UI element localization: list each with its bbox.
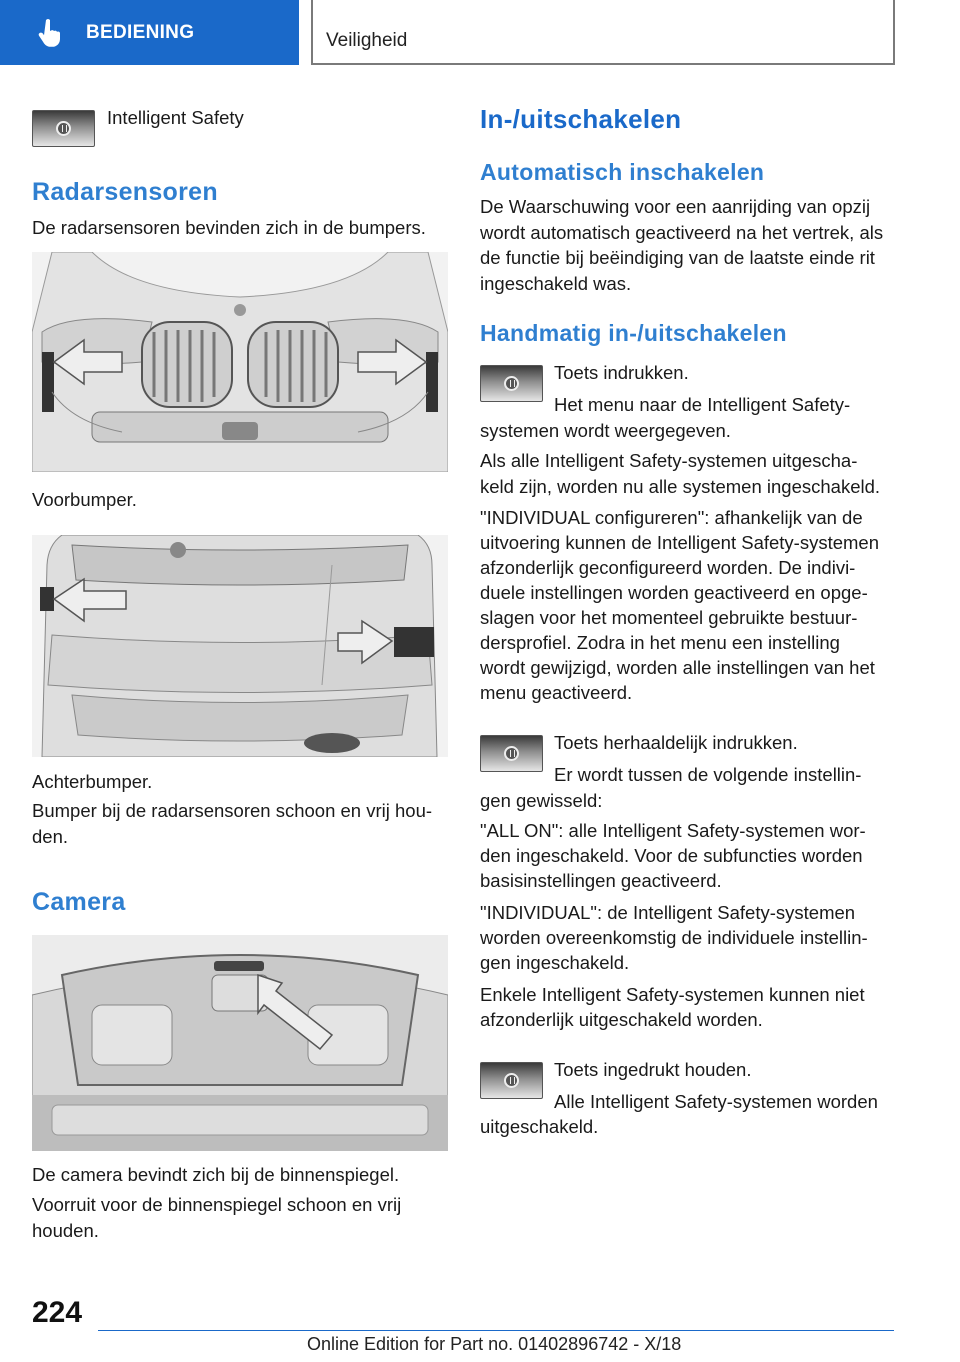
camera-caption: De camera bevindt zich bij de binnenspiegel. [32,1164,400,1185]
all-on-line: basisinstellingen geactiveerd. [480,870,722,891]
individual-line: gen ingeschakeld. [480,952,630,973]
repeat-result-1: Er wordt tussen de volgende instellin- [554,764,862,785]
auto-line: De Waarschuwing voor een aanrijding van opzij [480,196,871,217]
header-underline [311,63,895,65]
individual-config-line: uitvoering kunnen de Intelligent Safety-systemen [480,532,880,553]
chapter-label: BEDIENING [86,21,195,43]
button-label: Intelligent Safety [107,107,244,128]
all-off-line: Als alle Intelligent Safety-systemen uitgescha- [480,450,858,471]
front-caption: Voorbumper. [32,489,137,510]
intelligent-safety-button-icon [32,110,95,147]
individual-line: "INDIVIDUAL": de Intelligent Safety-systemen [480,902,856,923]
bumper-line-1: Bumper bij de radarsensoren schoon en vrij hou- [32,800,433,821]
individual-config-line: dersprofiel. Zodra in het menu een instelling [480,632,840,653]
repeat-result-2: gen gewisseld: [480,790,603,811]
intelligent-safety-button-icon [480,735,543,772]
individual-config-line: duele instellingen worden geactiveerd en opge- [480,582,868,603]
windshield-line-2: houden. [32,1220,99,1241]
auto-line: wordt automatisch geactiveerd na het vertrek, als [480,222,884,243]
individual-config-line: wordt gewijzigd, worden alle instellingen van het [480,657,875,678]
page-number: 224 [32,1296,83,1329]
header-divider [311,0,313,65]
press-result-2: systemen wordt weergegeven. [480,420,731,441]
auto-heading: Automatisch inschakelen [480,159,765,185]
individual-config-line: slagen voor het momenteel gebruikte bestuur- [480,607,858,628]
auto-line: de functie bij beëindiging van de laatste einde rit [480,247,875,268]
section-title: Veiligheid [326,30,408,51]
intelligent-safety-button-icon [480,365,543,402]
all-on-line: den ingeschakeld. Voor de subfuncties worden [480,845,863,866]
bumper-line-2: den. [32,826,69,847]
footer-rule [98,1330,894,1331]
hold-result-2: uitgeschakeld. [480,1116,599,1137]
footer-edition: Online Edition for Part no. 01402896742 - X/18 [307,1334,682,1354]
repeat-label: Toets herhaaldelijk indrukken. [554,732,798,753]
radar-heading: Radarsensoren [32,178,218,206]
radar-text: De radarsensoren bevinden zich in de bumpers. [32,217,426,238]
windshield-line-1: Voorruit voor de binnenspiegel schoon en vrij [32,1194,402,1215]
hold-result-1: Alle Intelligent Safety-systemen worden [554,1091,878,1112]
rear-bumper-illustration [32,535,448,757]
header-divider-right [893,0,895,65]
manual-heading: Handmatig in-/uitschakelen [480,320,787,346]
individual-line: worden overeenkomstig de individuele instellin- [480,927,868,948]
individual-config-line: menu geactiveerd. [480,682,633,703]
main-heading: In-/uitschakelen [480,104,682,134]
some-line: Enkele Intelligent Safety-systemen kunnen niet [480,984,865,1005]
press-label: Toets indrukken. [554,362,689,383]
all-off-line: keld zijn, worden nu alle systemen ingeschakeld. [480,476,881,497]
some-line: afzonderlijk uitgeschakeld worden. [480,1009,763,1030]
pointing-hand-icon [38,18,64,48]
individual-config-line: afzonderlijk geconfigureerd worden. De indivi- [480,557,856,578]
all-on-line: "ALL ON": alle Intelligent Safety-systemen wor- [480,820,866,841]
press-result-1: Het menu naar de Intelligent Safety- [554,394,851,415]
front-bumper-illustration [32,252,448,472]
intelligent-safety-button-icon [480,1062,543,1099]
individual-config-line: "INDIVIDUAL configureren": afhankelijk van de [480,507,863,528]
rear-caption: Achterbumper. [32,771,153,792]
auto-line: ingeschakeld was. [480,273,632,294]
chapter-tab[interactable] [0,0,299,65]
camera-illustration [32,935,448,1151]
hold-label: Toets ingedrukt houden. [554,1059,752,1080]
camera-heading: Camera [32,888,126,916]
